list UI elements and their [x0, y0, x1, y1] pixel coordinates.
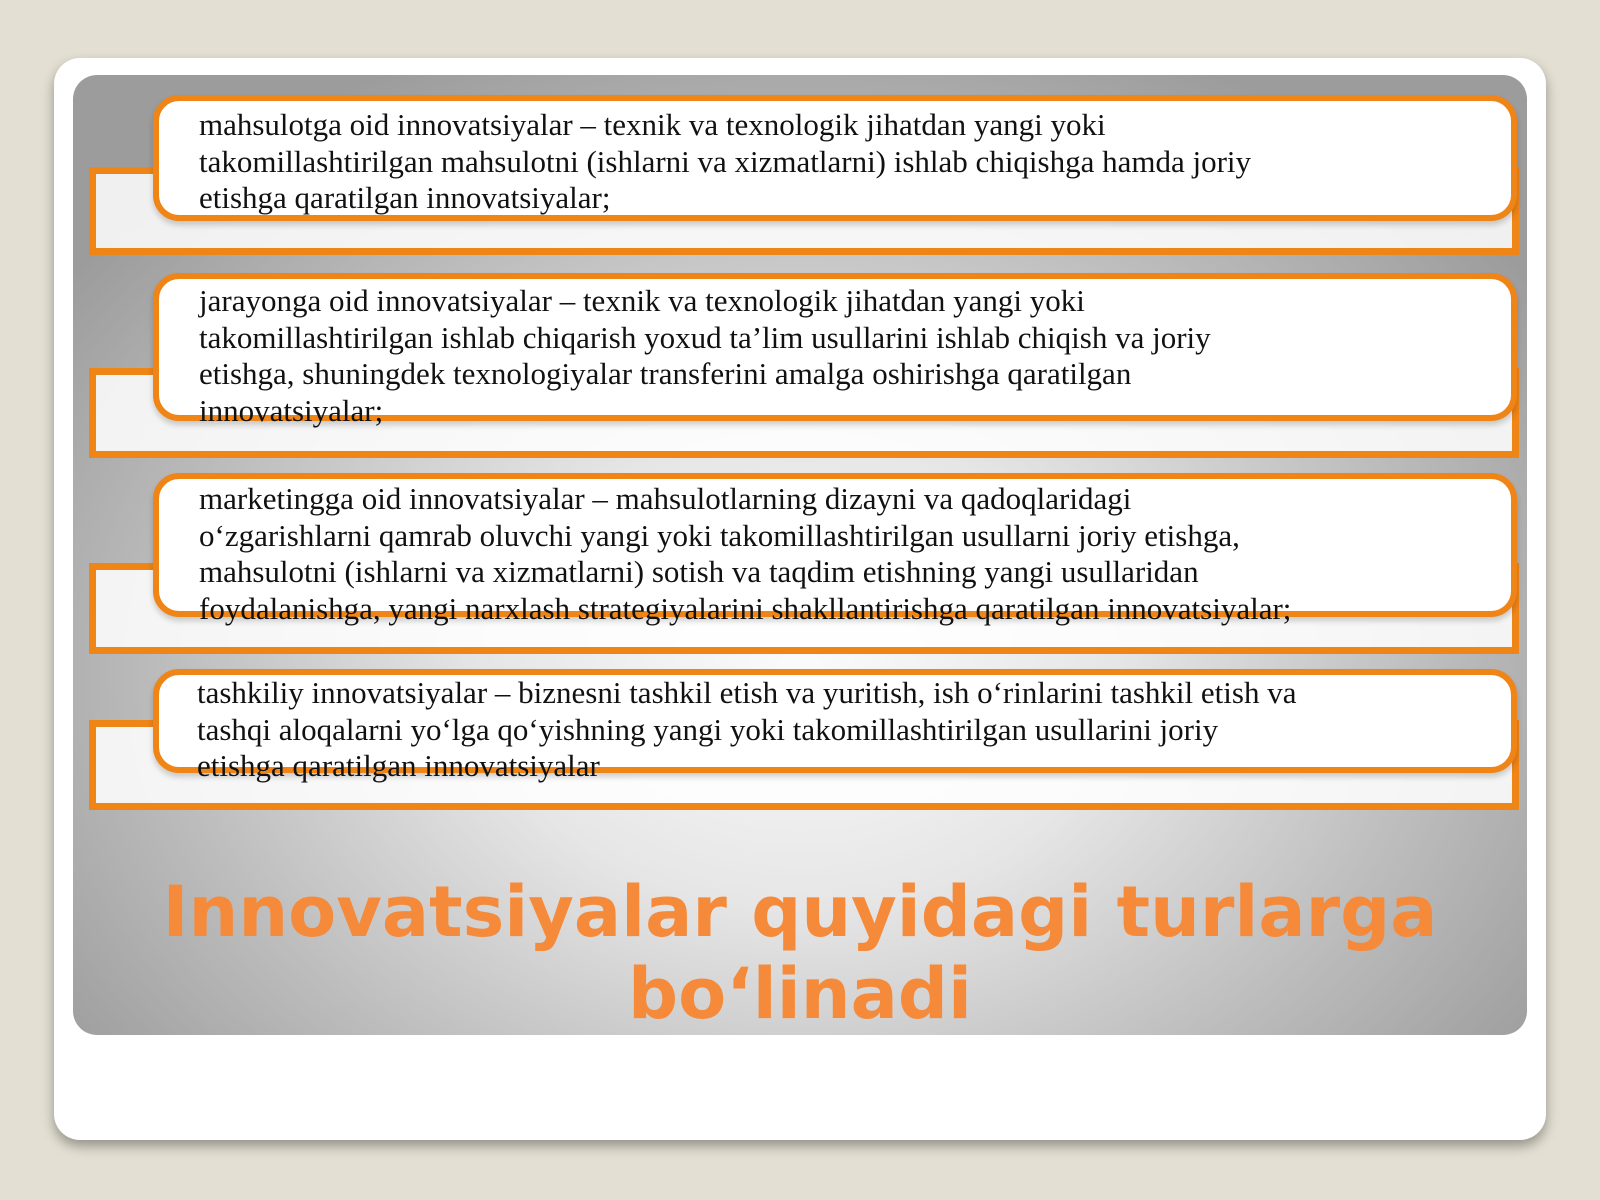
- item-text: mahsulotga oid innovatsiyalar – texnik va texnologik jihatdan yangi yoki takomillashtirilgan mahsulotni (ishlarni va xizmatlarni) ishlab chiqishga hamda joriy etishga qaratilgan innovatsiyalar;: [199, 107, 1252, 215]
- list-item-process-innovations: [153, 273, 1517, 428]
- list-item-marketing-innovations: [153, 473, 1517, 626]
- slide-title: Innovatsiyalar quyidagi turlarga bo‘linadi: [162, 871, 1438, 1035]
- item-text: tashkiliy innovatsiyalar – biznesni tashkil etish va yuritish, ish o‘rinlarini tashkil etish va tashqi aloqalarni yo‘lga qo‘yishning yangi yoki takomillashtirilgan usullarini joriy etishga qaratilgan innovatsiyalar: [197, 675, 1297, 783]
- item-text: jarayonga oid innovatsiyalar – texnik va texnologik jihatdan yangi yoki takomillashtirilgan ishlab chiqarish yoxud ta’lim usullarini ishlab chiqish va joriy etishga, shuningdek texnologiyalar transferini amalga oshirishga qaratilgan innovatsiyalar;: [199, 283, 1211, 428]
- slide-panel: [73, 75, 1527, 1035]
- list-item-product-innovations: [153, 95, 1517, 221]
- item-text: marketingga oid innovatsiyalar – mahsulotlarning dizayni va qadoqlaridagi o‘zgarishlarni qamrab oluvchi yangi yoki takomillashtirilgan usullarni joriy etishga, mahsulotni (ishlarni va xizmatlarni) sotish va taqdim etishning yangi usullaridan foydalanishga, yangi narxlash strategiyalarini shakllantirishga qaratilgan innovatsiyalar;: [199, 481, 1292, 626]
- list-item-organizational-innovations: [153, 669, 1517, 783]
